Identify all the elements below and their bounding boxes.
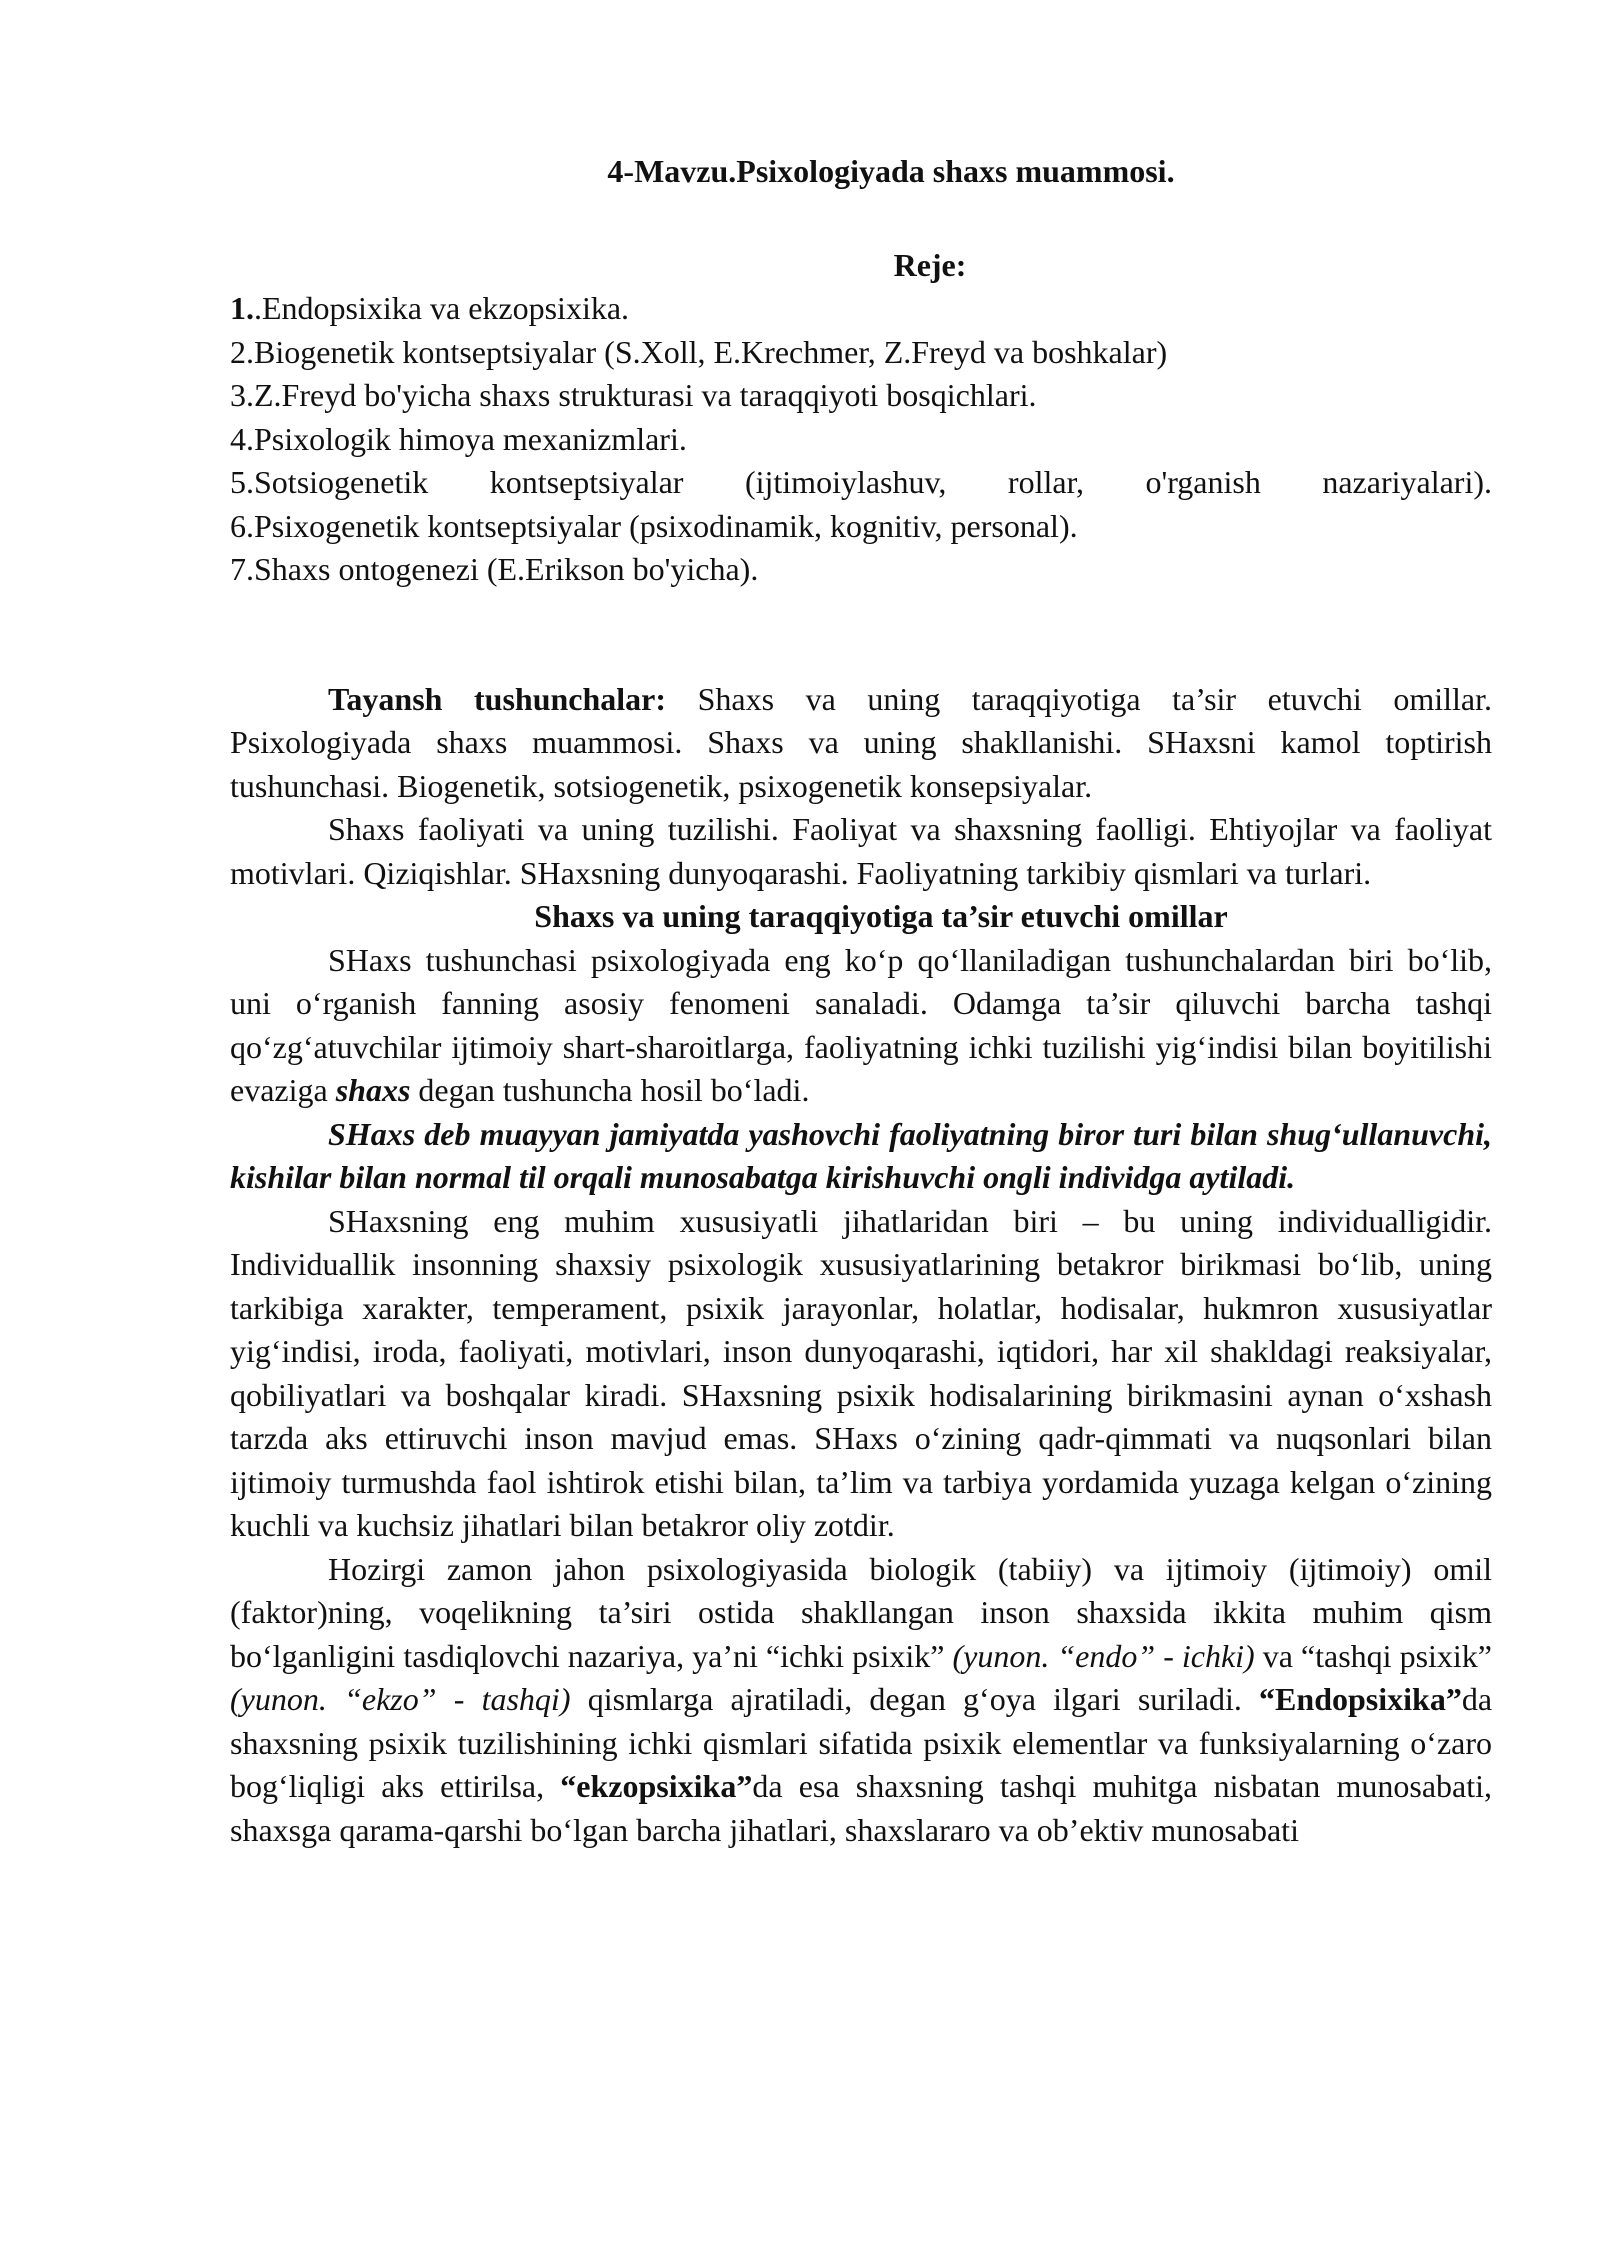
key-terms-label: Tayansh tushunchalar: [328, 680, 667, 717]
section-paragraph-3: SHaxsning eng muhim xususiyatli jihatlaridan biri – bu uning individualligidir. Individuallik insonning shaxsiy psixologik xususiyatlarining betakror birikmasi bo‘lib, uning tarkibiga xarakter, temperament, psixik jarayonlar, holatlar, hodisalar, hukmron xususiyatlar yig‘indisi, iroda, faoliyati, motivlari, inson dunyoqarashi, iqtidori, har xil shakldagi reaksiyalar, qobiliyatlari va boshqalar kiradi. SHaxsning psixik hodisalarining birikmasini aynan o‘xshash tarzda aks ettiruvchi inson mavjud emas. SHaxs o‘zining qadr-qimmati va nuqsonlari bilan ijtimoiy turmushda faol ishtirok etishi bilan, ta’lim va tarbiya yordamida yuzaga kelgan o‘zining kuchli va kuchsiz jihatlari bilan betakror oliy zotdir. [230, 1202, 1492, 1543]
text-run: degan tushuncha hosil bo‘ladi. [410, 1072, 810, 1108]
plan-list [230, 287, 1492, 592]
plan-item-5: 5.Sotsiogenetik kontseptsiyalar (ijtimoiylashuv, rollar, o'rganish nazariyalari). [230, 464, 1492, 500]
key-terms-paragraph-2: Shaxs faoliyati va uning tuzilishi. Faoliyat va shaxsning faolligi. Ehtiyojlar va faoliyat motivlari. Qiziqishlar. SHaxsning dunyoqarashi. Faoliyatning tarkibiy qismlari va turlari. [230, 811, 1492, 891]
plan-item-3: 3.Z.Freyd bo'yicha shaxs strukturasi va taraqqiyoti bosqichlari. [230, 377, 1037, 413]
plan-item-number: 1. [230, 290, 254, 326]
text-run: Hozirgi zamon jahon psixologiyasida biologik (tabiiy) va ijtimoiy (ijtimoiy) omil (faktor)ning, voqelikning ta’siri ostida shakllangan inson shaxsida ikkita muhim qism bo‘lganligini tasdiqlovchi nazariya, ya’ni “ichki psixik” [230, 1550, 1492, 1674]
text-run: da esa shaxsning tashqi muhitga nisbatan munosabati, shaxsga qarama-qarshi bo‘lgan barcha jihatlari, shaxslararo va ob’ektiv munosabati [230, 1768, 1492, 1848]
plan-item-text: .Endopsixika va ekzopsixika. [254, 290, 630, 326]
plan-item-2: 2.Biogenetik kontseptsiyalar (S.Xoll, E.Krechmer, Z.Freyd va boshkalar) [230, 333, 1168, 370]
definition-paragraph: SHaxs deb muayyan jamiyatda yashovchi faoliyatning biror turi bilan shug‘ullanuvchi, kishilar bilan normal til orqali munosabatga kirishuvchi ongli individga aytiladi. [230, 1115, 1492, 1195]
key-terms-paragraph [230, 678, 1492, 809]
page-title: 4-Mavzu.Psixologiyada shaxs muammosi. [607, 153, 1175, 189]
key-terms-text: Shaxs va uning taraqqiyotiga ta’sir etuvchi omillar. Psixologiyada shaxs muammosi. Shaxs va uning shakllanishi. SHaxsni kamol toptirish tushunchasi. Biogenetik, sotsiogenetik, psixogenetik konsepsiyalar. [230, 680, 1493, 804]
plan-heading: Reje: [893, 246, 967, 283]
italic-note-ekzo: (yunon. “ekzo” - tashqi) [230, 1681, 571, 1717]
text-run: va “tashqi psixik” [1254, 1637, 1493, 1674]
term-endopsixika: “Endopsixika” [1259, 1681, 1462, 1717]
emphasis-shaxs: shaxs [335, 1072, 411, 1108]
text-run: SHaxs tushunchasi psixologiyada eng ko‘p qo‘llaniladigan tushunchalardan biri bo‘lib, uni o‘rganish fanning asosiy fenomeni sanaladi. Odamga ta’sir qiluvchi barcha tashqi qo‘zg‘atuvchilar ijtimoiy shart-sharoitlarga, faoliyatning ichki tuzilishi yig‘indisi bilan boyitilishi evaziga [230, 941, 1492, 1108]
plan-item-6: 6.Psixogenetik kontseptsiyalar (psixodinamik, kognitiv, personal). [230, 507, 1078, 544]
text-run: qismlarga ajratiladi, degan g‘oya ilgari suriladi. [570, 1681, 1260, 1717]
document-body [230, 150, 1492, 1852]
section-paragraph-1 [230, 939, 1492, 1113]
section-paragraph-4 [230, 1548, 1492, 1853]
plan-item-1 [230, 287, 1492, 331]
term-ekzopsixika: “ekzopsixika” [560, 1768, 753, 1804]
section-heading: Shaxs va uning taraqqiyotiga ta’sir etuvchi omillar [534, 898, 1228, 934]
text-run: da shaxsning psixik tuzilishining ichki qismlari sifatida psixik elementlar va funksiyalarning o‘zaro bog‘liqligi aks ettirilsa, [230, 1681, 1493, 1804]
plan-item-7: 7.Shaxs ontogenezi (E.Erikson bo'yicha). [230, 551, 759, 587]
italic-note-endo: (yunon. “endo” - ichki) [952, 1637, 1255, 1674]
plan-item-4: 4.Psixologik himoya mexanizmlari. [230, 420, 687, 457]
